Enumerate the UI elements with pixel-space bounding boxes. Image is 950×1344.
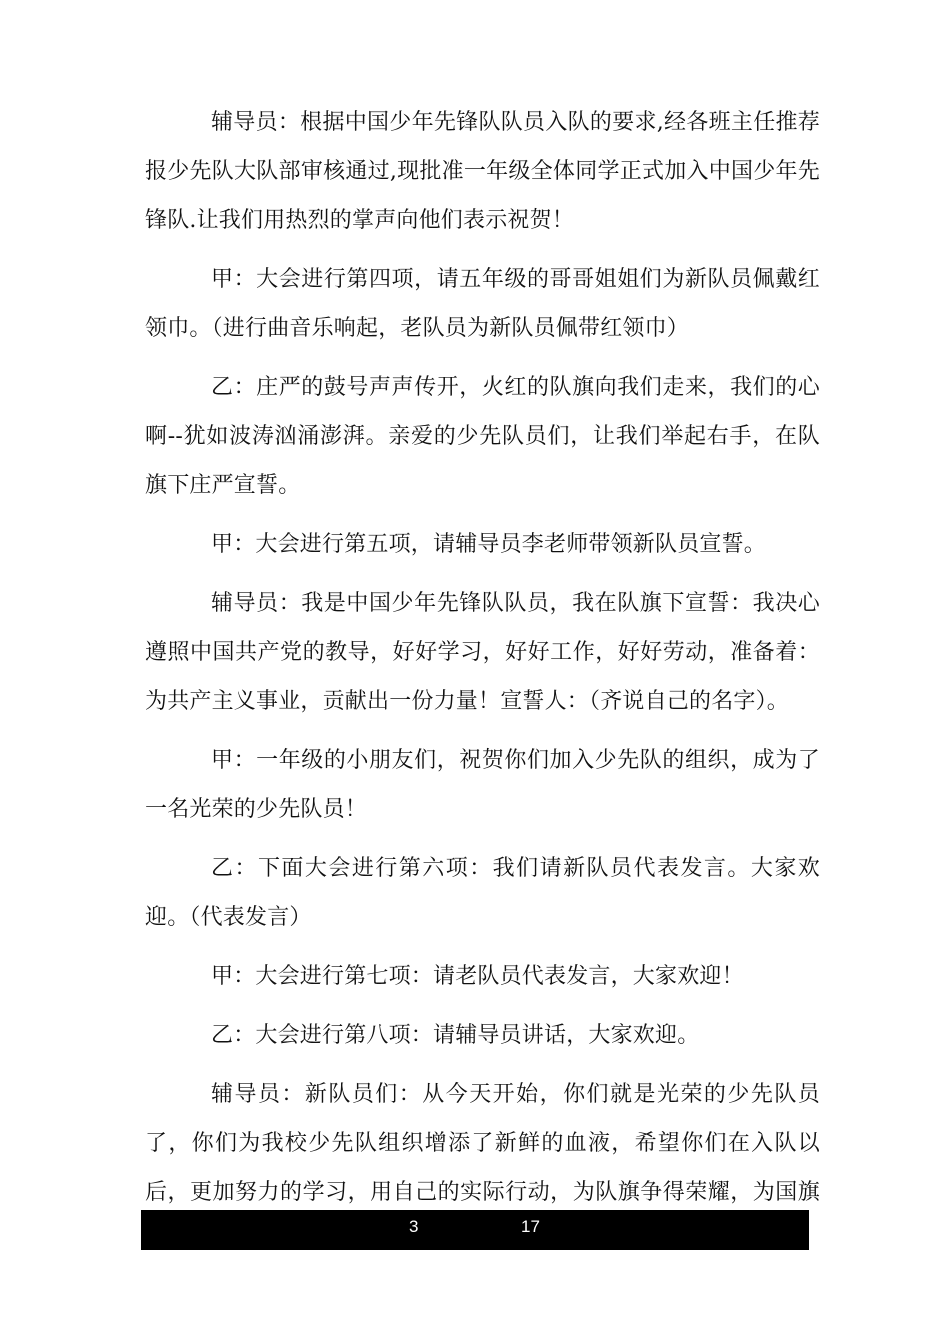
- page-footer-bar: [141, 1210, 809, 1250]
- paragraph: 甲：一年级的小朋友们，祝贺你们加入少先队的组织，成为了一名光荣的少先队员！: [145, 748, 820, 822]
- paragraph: 甲：大会进行第四项，请五年级的哥哥姐姐们为新队员佩戴红领巾。（进行曲音乐响起，老队员为新队员佩带红领巾）: [145, 267, 820, 341]
- paragraph: 辅导员：根据中国少年先锋队队员入队的要求,经各班主任推荐报少先队大队部审核通过,现批准一年级全体同学正式加入中国少年先锋队.让我们用热烈的掌声向他们表示祝贺！: [145, 110, 820, 233]
- total-pages-number: 17: [521, 1217, 540, 1236]
- paragraph: 甲：大会进行第七项：请老队员代表发言，大家欢迎！: [211, 964, 744, 989]
- paragraph: 辅导员：新队员们：从今天开始，你们就是光荣的少先队员了，你们为我校少先队组织增添了新鲜的血液，希望你们在入队以后，更加努力的学习，用自己的实际行动，为队旗争得荣耀，为国旗: [145, 1082, 820, 1205]
- paragraph: 辅导员：我是中国少年先锋队队员，我在队旗下宣誓：我决心遵照中国共产党的教导，好好学习，好好工作，好好劳动，准备着：为共产主义事业，贡献出一份力量！宣誓人：（齐说自己的名字）。: [145, 591, 820, 714]
- document-body: [145, 98, 820, 1276]
- paragraph: 甲：大会进行第五项，请辅导员李老师带领新队员宣誓。: [211, 532, 767, 557]
- paragraph: 乙：庄严的鼓号声声传开，火红的队旗向我们走来，我们的心啊--犹如波涛汹涌澎湃。亲爱的少先队员们，让我们举起右手，在队旗下庄严宣誓。: [145, 375, 820, 498]
- current-page-number: 3: [409, 1217, 419, 1236]
- paragraph: 乙：大会进行第八项：请辅导员讲话，大家欢迎。: [211, 1023, 700, 1048]
- paragraph: 乙：下面大会进行第六项：我们请新队员代表发言。大家欢迎。（代表发言）: [145, 856, 820, 930]
